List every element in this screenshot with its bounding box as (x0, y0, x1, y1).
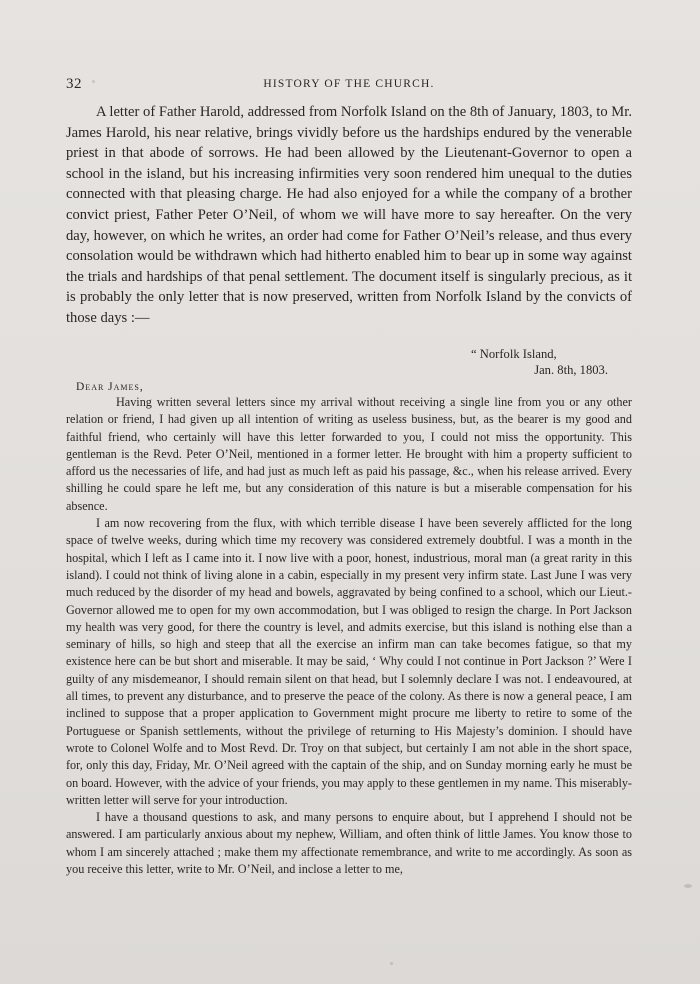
paper-speck (318, 232, 320, 234)
letter-body (66, 394, 632, 878)
paper-speck (684, 884, 692, 888)
letter-date: Jan. 8th, 1803. (534, 363, 608, 377)
letter-salutation: Dear James, (76, 381, 144, 393)
letter-place: “ Norfolk Island, (471, 347, 557, 361)
page-number: 32 (66, 76, 82, 92)
intro-paragraph: A letter of Father Harold, addressed from Norfolk Island on the 8th of January, 1803, to Mr. James Harold, his near relative, brings vividly before us the hardships endured by the venerable priest in that abode of sorrows. He had been allowed by the Lieutenant-Governor to open a school in the island, but his increasing infirmities very soon rendered him unequal to the duties connected with that pleasing charge. He had also enjoyed for a while the company of a brother convict priest, Father Peter O’Neil, of whom we will have more to say hereafter. On the very day, however, on which he writes, an order had come for Father O’Neil’s release, and thus every consolation would be withdrawn which had hitherto enabled him to bear up in some way against the trials and hardships of that penal settlement. The document itself is singularly precious, as it is probably the only letter that is now preserved, written from Norfolk Island by the convicts of those days :— (66, 104, 632, 326)
letter-paragraph: I am now recovering from the flux, with which terrible disease I have been severely afflicted for the long space of twelve weeks, during which time my recovery was considered extremely doubtful. I was a month in the hospital, which I left as I came into it. I now live with a poor, honest, industrious, moral man (a great rarity in this island). I could not think of living alone in a cabin, especially in my present very infirm state. Last June I was very much reduced by the disorder of my head and bowels, aggravated by being confined to a school, which our Lieut.-Governor allowed me to open for my own accommodation, but I was obliged to resign the charge. In Port Jackson my health was very good, for there the country is level, and admits exercise, but this island is nothing else than a seminary of hills, so high and steep that all the exercise an infirm man can take becomes fatigue, so that my existence here can be but short and miserable. It may be said, ‘ Why could I not continue in Port Jackson ?’ Were I guilty of any misdemeanor, I should remain silent on that head, but I solemnly declare I was not. I endeavoured, at all times, to prevent any disturbance, and to preserve the peace of the colony. As there is now a general peace, I am inclined to suppose that a proper application to Government might procure me liberty to retire to some of the Portuguese or Spanish settlements, without the privilege of returning to His Majesty’s dominion. I should have wrote to Colonel Wolfe and to Most Revd. Dr. Troy on that subject, but certainly I am not able in the short space, for, only this day, Friday, Mr. O’Neil agreed with the captain of the ship, and on Sunday morning early he must be on board. However, with the advice of your friends, you may apply to these gentlemen in my name. This miserably-written letter will serve for your introduction. (66, 516, 632, 807)
letter-paragraph: I have a thousand questions to ask, and many persons to enquire about, but I apprehend I should not be answered. I am particularly anxious about my nephew, William, and often think of little James. You know those to whom I am sincerely attached ; make them my affectionate remembrance, and write to me accordingly. As soon as you receive this letter, write to Mr. O’Neil, and inclose a letter to me, (66, 810, 632, 877)
paper-speck (92, 80, 95, 83)
letter-paragraph: Having written several letters since my arrival without receiving a single line from you or any other relation or friend, I had given up all intention of writing as useless business, but, as the bearer is my good and faithful friend, who certainly will have this letter forwarded to you, I could not miss the opportunity. This gentleman is the Revd. Peter O’Neil, mentioned in a former letter. He brought with him a property sufficient to afford us the necessaries of life, and had just as much left as paid his passage, &c., when his release arrived. Every shilling he could spare he left me, but any consideration of this nature is but a miserable compensation for his absence. (66, 395, 632, 513)
paper-speck (390, 962, 393, 965)
running-title: HISTORY OF THE CHURCH. (263, 78, 435, 90)
page-header (66, 76, 632, 96)
